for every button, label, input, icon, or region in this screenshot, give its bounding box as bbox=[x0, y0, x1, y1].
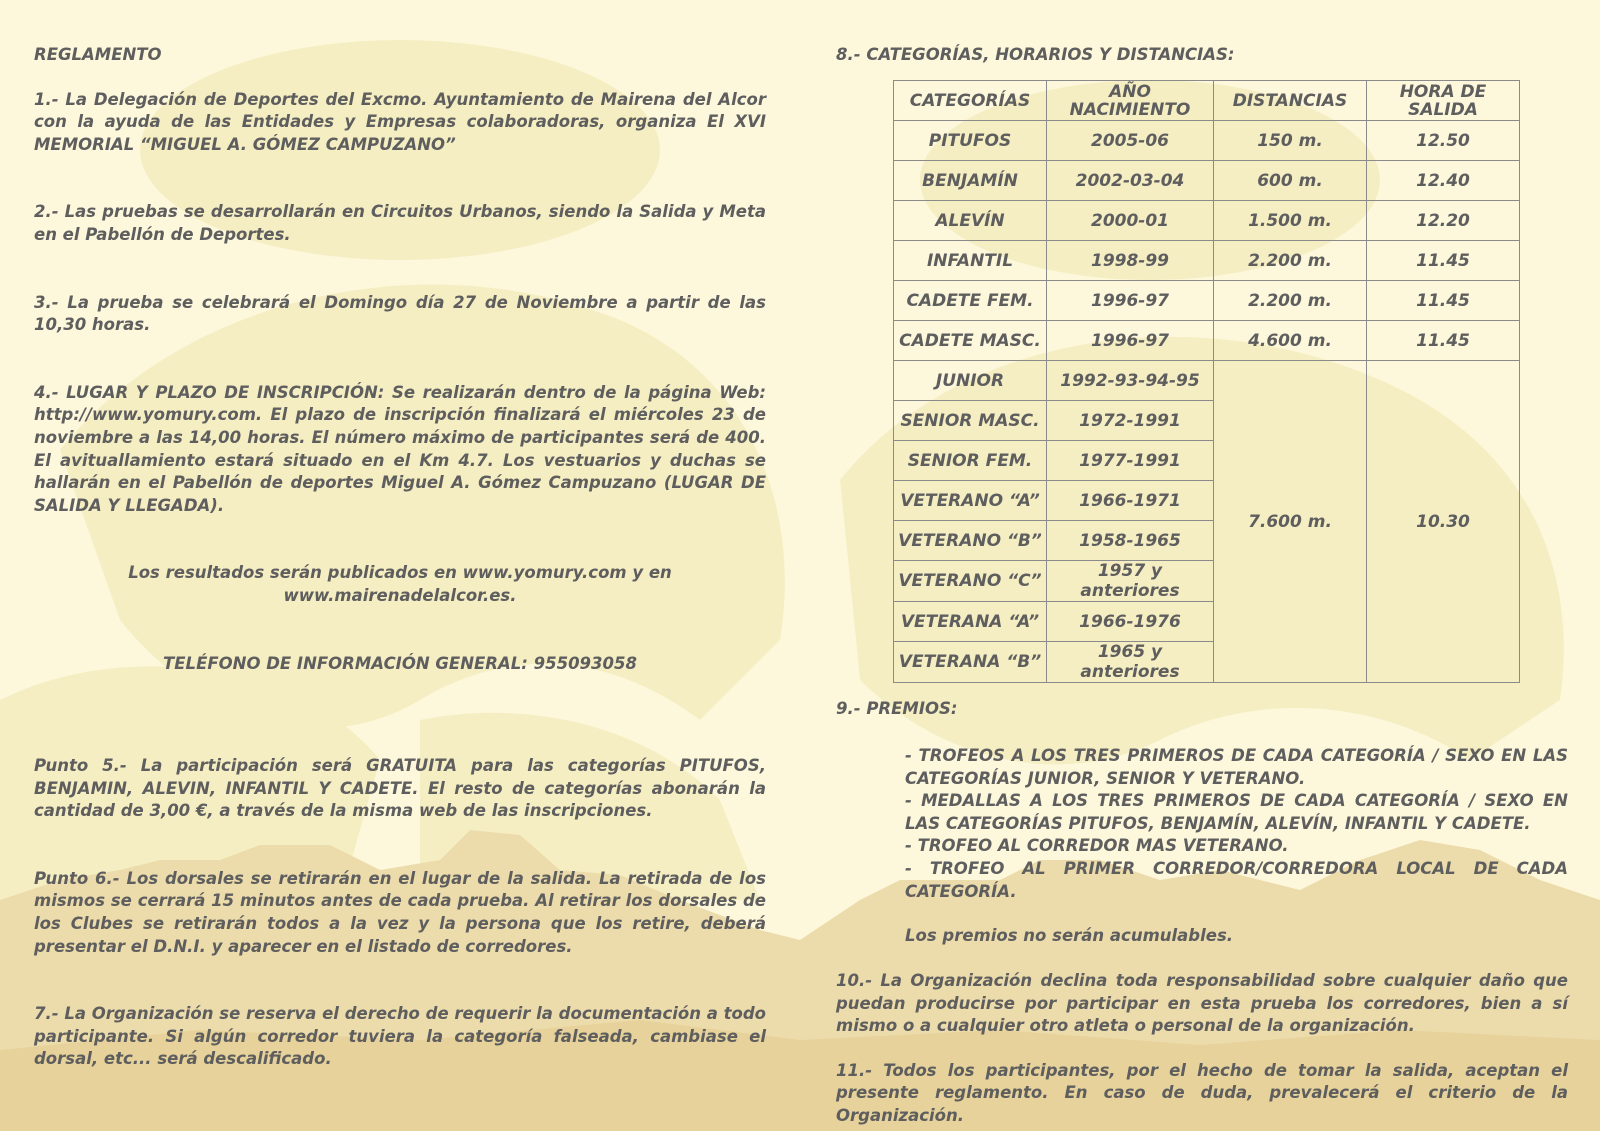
table-row bbox=[894, 361, 1520, 401]
table-cell: BENJAMÍN bbox=[894, 161, 1047, 201]
table-cell: 1996-97 bbox=[1047, 321, 1214, 361]
prizes-list bbox=[905, 745, 1568, 948]
table-cell: SENIOR FEM. bbox=[894, 441, 1047, 481]
table-cell: 150 m. bbox=[1214, 121, 1367, 161]
phone-info: TELÉFONO DE INFORMACIÓN GENERAL: 955093058 bbox=[163, 653, 637, 673]
table-cell: ALEVÍN bbox=[894, 201, 1047, 241]
rule-5: Punto 5.- La participación será GRATUITA para las categorías PITUFOS, BENJAMIN, ALEVIN, INFANTIL Y CADETE. El resto de categorías abonarán la cantidad de 3,00 €, a través de la misma web de las inscripciones. bbox=[34, 756, 766, 821]
table-cell: JUNIOR bbox=[894, 361, 1047, 401]
table-row bbox=[894, 121, 1520, 161]
table-cell: 1958-1965 bbox=[1047, 521, 1214, 561]
prizes-note: Los premios no serán acumulables. bbox=[905, 926, 1234, 946]
rule-11: 11.- Todos los participantes, por el hecho de tomar la salida, aceptan el presente reglamento. En caso de duda, prevalecerá el criterio de la Organización. bbox=[836, 1060, 1568, 1125]
table-header-row bbox=[894, 81, 1520, 121]
right-column bbox=[836, 44, 1568, 67]
table-cell: VETERANA “B” bbox=[894, 642, 1047, 683]
results-line-1: Los resultados serán publicados en www.yomury.com y en bbox=[128, 563, 672, 583]
table-cell: 12.20 bbox=[1367, 201, 1520, 241]
table-cell: 2002-03-04 bbox=[1047, 161, 1214, 201]
prize-item: - TROFEO AL CORREDOR MAS VETERANO. bbox=[905, 836, 1289, 856]
table-row bbox=[894, 241, 1520, 281]
table-cell: 1998-99 bbox=[1047, 241, 1214, 281]
table-header: HORA DE SALIDA bbox=[1367, 81, 1520, 121]
table-cell: 11.45 bbox=[1367, 281, 1520, 321]
table-header: CATEGORÍAS bbox=[894, 81, 1047, 121]
table-cell: 1996-97 bbox=[1047, 281, 1214, 321]
categories-title: 8.- CATEGORÍAS, HORARIOS Y DISTANCIAS: bbox=[836, 45, 1235, 64]
table-cell: 1992-93-94-95 bbox=[1047, 361, 1214, 401]
table-cell: CADETE MASC. bbox=[894, 321, 1047, 361]
rule-7: 7.- La Organización se reserva el derecho de requerir la documentación a todo participante. Si algún corredor tuviera la categoría falseada, cambiase el dorsal, etc... será descalificado. bbox=[34, 1004, 767, 1069]
table-cell: 12.40 bbox=[1367, 161, 1520, 201]
table-cell: CADETE FEM. bbox=[894, 281, 1047, 321]
table-row bbox=[894, 281, 1520, 321]
table-cell: 2005-06 bbox=[1047, 121, 1214, 161]
table-cell: 4.600 m. bbox=[1214, 321, 1367, 361]
rule-2: 2.- Las pruebas se desarrollarán en Circuitos Urbanos, siendo la Salida y Meta en el Pabellón de Deportes. bbox=[34, 202, 766, 244]
prize-item: - TROFEOS A LOS TRES PRIMEROS DE CADA CATEGORÍA / SEXO EN LAS CATEGORÍAS JUNIOR, SENIOR Y VETERANO. bbox=[905, 746, 1568, 788]
left-column bbox=[34, 44, 766, 1071]
table-cell: SENIOR MASC. bbox=[894, 401, 1047, 441]
table-header: DISTANCIAS bbox=[1214, 81, 1367, 121]
prizes-title: 9.- PREMIOS: bbox=[836, 699, 958, 718]
table-cell: 2.200 m. bbox=[1214, 281, 1367, 321]
final-rules bbox=[836, 970, 1568, 1128]
group-distance-cell: 7.600 m. bbox=[1214, 361, 1367, 683]
table-cell: 1966-1971 bbox=[1047, 481, 1214, 521]
table-cell: 2000-01 bbox=[1047, 201, 1214, 241]
results-line-2: www.mairenadelalcor.es. bbox=[283, 585, 517, 605]
rule-4: 4.- LUGAR Y PLAZO DE INSCRIPCIÓN: Se realizarán dentro de la página Web: http://www.yomury.com. El plazo de inscripción finalizará el miércoles 23 de noviembre a las 14,00 horas. El número máximo de participantes será de 400. El avituallamiento estará situado en el Km 4.7. Los vestuarios y duchas se hallarán en el Pabellón de deportes Miguel A. Gómez Campuzano (LUGAR DE SALIDA Y LLEGADA). bbox=[34, 382, 766, 515]
prizes-section bbox=[836, 698, 1568, 721]
categories-table bbox=[893, 80, 1520, 683]
table-header: AÑO NACIMIENTO bbox=[1047, 81, 1214, 121]
table-cell: VETERANO “C” bbox=[894, 561, 1047, 602]
table-cell: PITUFOS bbox=[894, 121, 1047, 161]
table-cell: 12.50 bbox=[1367, 121, 1520, 161]
table-row bbox=[894, 201, 1520, 241]
table-cell: 1.500 m. bbox=[1214, 201, 1367, 241]
rules-title: REGLAMENTO bbox=[34, 45, 162, 64]
rule-3: 3.- La prueba se celebrará el Domingo día 27 de Noviembre a partir de las 10,30 horas. bbox=[34, 292, 766, 335]
table-cell: 1977-1991 bbox=[1047, 441, 1214, 481]
table-cell: 1972-1991 bbox=[1047, 401, 1214, 441]
table-row bbox=[894, 161, 1520, 201]
table-cell: 1957 y anteriores bbox=[1047, 561, 1214, 602]
rule-10: 10.- La Organización declina toda responsabilidad sobre cualquier daño que puedan producirse por participar en esta prueba los corredores, bien a sí mismo o a cualquier otro atleta o personal de la organización. bbox=[836, 971, 1568, 1036]
table-cell: VETERANO “B” bbox=[894, 521, 1047, 561]
table-row bbox=[894, 321, 1520, 361]
prize-item: - MEDALLAS A LOS TRES PRIMEROS DE CADA CATEGORÍA / SEXO EN LAS CATEGORÍAS PITUFOS, BENJAMÍN, ALEVÍN, INFANTIL Y CADETE. bbox=[905, 791, 1568, 833]
prize-item: - TROFEO AL PRIMER CORREDOR/CORREDORA LOCAL DE CADA CATEGORÍA. bbox=[905, 858, 1568, 901]
table-cell: VETERANA “A” bbox=[894, 602, 1047, 642]
table-cell: VETERANO “A” bbox=[894, 481, 1047, 521]
group-time-cell: 10.30 bbox=[1367, 361, 1520, 683]
table-cell: 2.200 m. bbox=[1214, 241, 1367, 281]
table-cell: 11.45 bbox=[1367, 321, 1520, 361]
table-cell: INFANTIL bbox=[894, 241, 1047, 281]
rule-1: 1.- La Delegación de Deportes del Excmo. Ayuntamiento de Mairena del Alcor con la ayuda de las Entidades y Empresas colaboradoras, organiza El XVI MEMORIAL “MIGUEL A. GÓMEZ CAMPUZANO” bbox=[34, 89, 766, 154]
table-cell: 1965 y anteriores bbox=[1047, 642, 1214, 683]
table-cell: 11.45 bbox=[1367, 241, 1520, 281]
table-cell: 600 m. bbox=[1214, 161, 1367, 201]
rule-6: Punto 6.- Los dorsales se retirarán en el lugar de la salida. La retirada de los mismos se cerrará 15 minutos antes de cada prueba. Al retirar los dorsales de los Clubes se retirarán todos a la vez y la persona que los retire, deberá presentar el D.N.I. y aparecer en el listado de corredores. bbox=[34, 868, 766, 956]
table-cell: 1966-1976 bbox=[1047, 602, 1214, 642]
